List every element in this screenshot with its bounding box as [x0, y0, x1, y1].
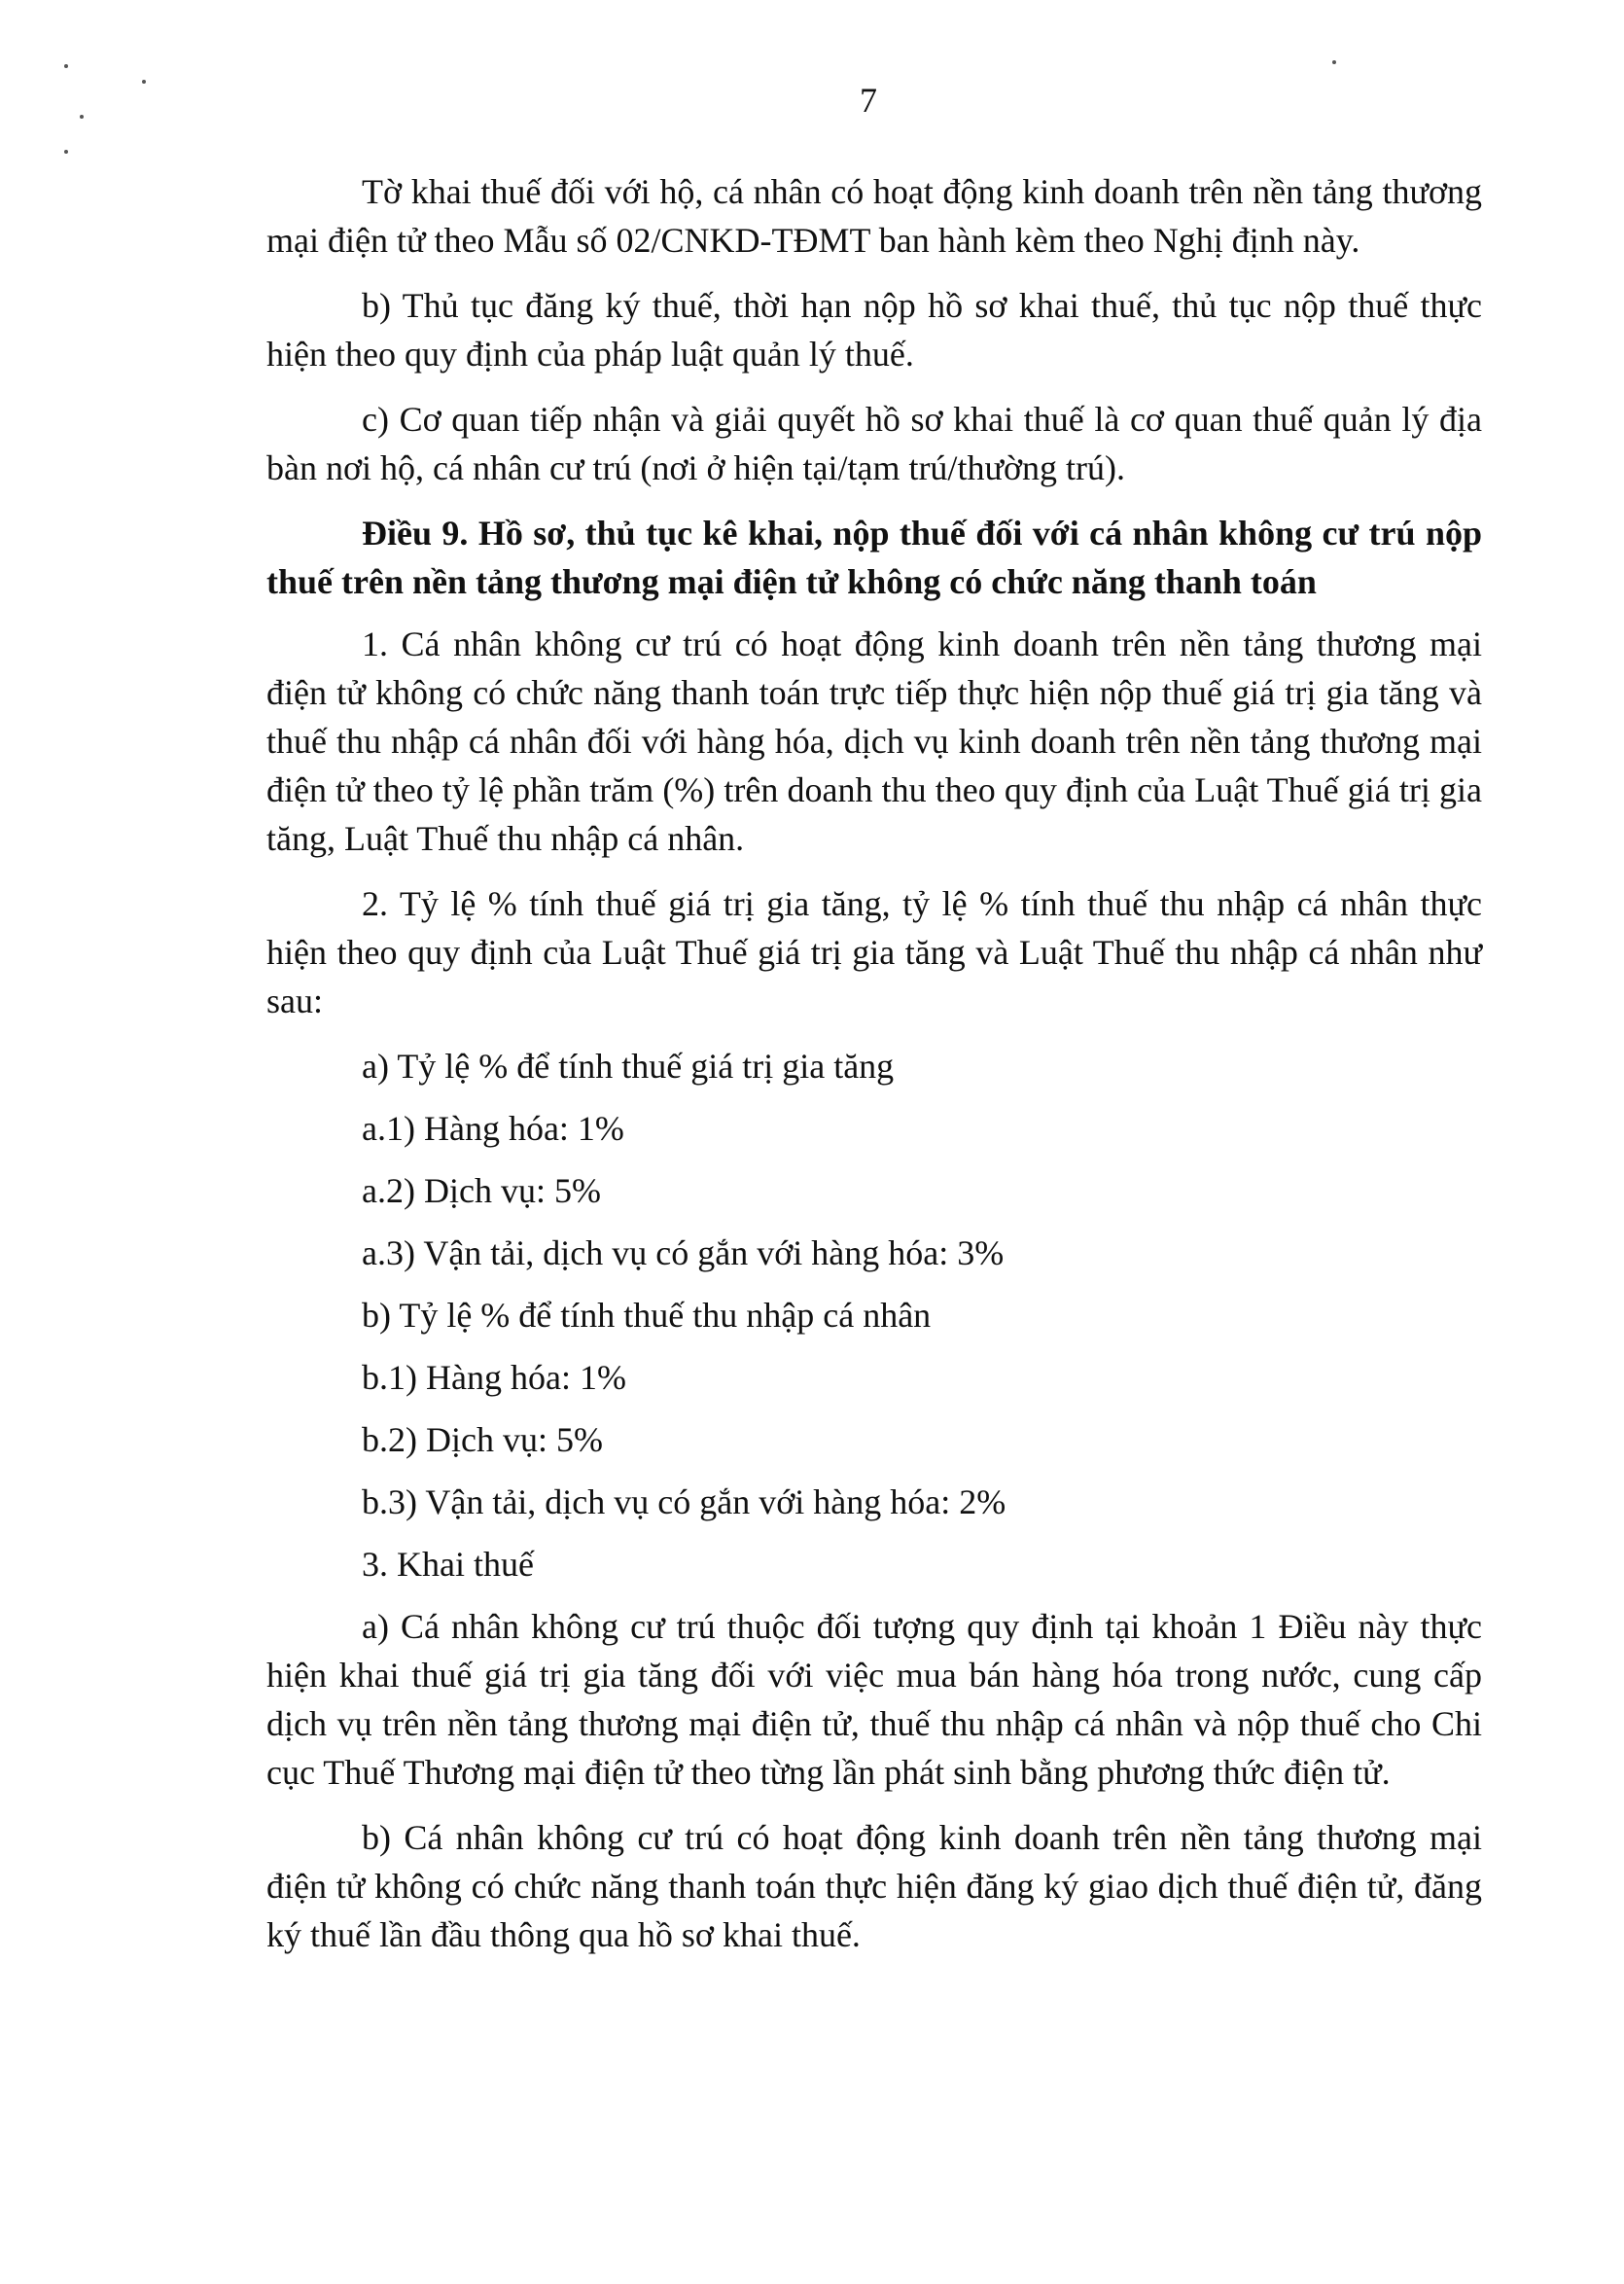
vat-rate-title: a) Tỷ lệ % để tính thuế giá trị gia tăng	[362, 1047, 895, 1086]
paragraph: c) Cơ quan tiếp nhận và giải quyết hồ sơ khai thuế là cơ quan thuế quản lý địa bàn nơi hộ, cá nhân cư trú (nơi ở hiện tại/tạm trú/thường trú).	[266, 400, 1482, 487]
vat-rate-item: a.2) Dịch vụ: 5%	[362, 1171, 601, 1210]
article-heading: Điều 9. Hồ sơ, thủ tục kê khai, nộp thuế đối với cá nhân không cư trú nộp thuế trên nền tảng thương mại điện tử không có chức năng thanh toán	[266, 514, 1482, 601]
section-title: 3. Khai thuế	[362, 1545, 534, 1584]
paragraph: b) Cá nhân không cư trú có hoạt động kinh doanh trên nền tảng thương mại điện tử không có chức năng thanh toán thực hiện đăng ký giao dịch thuế điện tử, đăng ký thuế lần đầu thông qua hồ sơ khai thuế.	[266, 1818, 1482, 1954]
paragraph: Tờ khai thuế đối với hộ, cá nhân có hoạt động kinh doanh trên nền tảng thương mại điện tử theo Mẫu số 02/CNKD-TĐMT ban hành kèm theo Nghị định này.	[266, 172, 1482, 260]
paragraph: a) Cá nhân không cư trú thuộc đối tượng quy định tại khoản 1 Điều này thực hiện khai thuế giá trị gia tăng đối với việc mua bán hàng hóa trong nước, cung cấp dịch vụ trên nền tảng thương mại điện tử, thuế thu nhập cá nhân và nộp thuế cho Chi cục Thuế Thương mại điện tử theo từng lần phát sinh bằng phương thức điện tử.	[266, 1607, 1482, 1792]
scan-speck	[64, 64, 68, 68]
page-number: 7	[860, 81, 877, 120]
pit-rate-item: b.1) Hàng hóa: 1%	[362, 1358, 626, 1397]
scan-speck	[142, 80, 146, 84]
paragraph: 1. Cá nhân không cư trú có hoạt động kinh doanh trên nền tảng thương mại điện tử không có chức năng thanh toán trực tiếp thực hiện nộp thuế giá trị gia tăng và thuế thu nhập cá nhân đối với hàng hóa, dịch vụ kinh doanh trên nền tảng thương mại điện tử theo tỷ lệ phần trăm (%) trên doanh thu theo quy định của Luật Thuế giá trị gia tăng, Luật Thuế thu nhập cá nhân.	[266, 625, 1482, 858]
pit-rate-item: b.3) Vận tải, dịch vụ có gắn với hàng hóa: 2%	[362, 1482, 1006, 1521]
document-body	[266, 167, 1482, 1976]
vat-rate-item: a.1) Hàng hóa: 1%	[362, 1109, 624, 1148]
paragraph: b) Thủ tục đăng ký thuế, thời hạn nộp hồ sơ khai thuế, thủ tục nộp thuế thực hiện theo quy định của pháp luật quản lý thuế.	[266, 286, 1482, 374]
vat-rate-item: a.3) Vận tải, dịch vụ có gắn với hàng hóa: 3%	[362, 1233, 1005, 1272]
pit-rate-title: b) Tỷ lệ % để tính thuế thu nhập cá nhân	[362, 1296, 932, 1335]
scan-speck	[64, 150, 68, 154]
scan-speck	[80, 115, 84, 119]
scan-speck	[1332, 60, 1336, 64]
paragraph: 2. Tỷ lệ % tính thuế giá trị gia tăng, tỷ lệ % tính thuế thu nhập cá nhân thực hiện theo quy định của Luật Thuế giá trị gia tăng và Luật Thuế thu nhập cá nhân như sau:	[266, 884, 1482, 1020]
pit-rate-item: b.2) Dịch vụ: 5%	[362, 1420, 603, 1459]
